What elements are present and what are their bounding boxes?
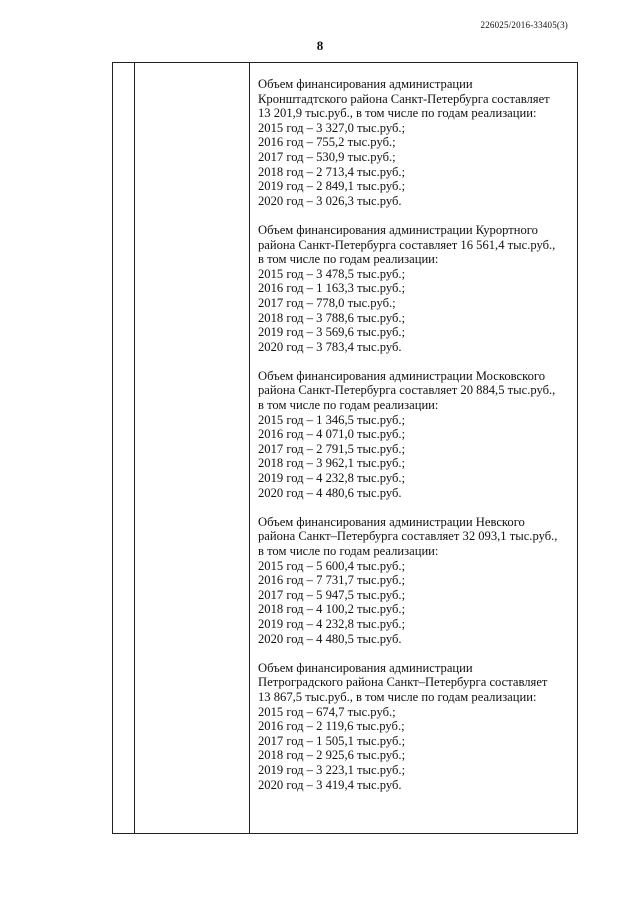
- text-line: в том числе по годам реализации:: [258, 398, 439, 413]
- text-line: 2019 год – 4 232,8 тыс.руб.;: [258, 471, 406, 486]
- text-line: 2016 год – 2 119,6 тыс.руб.;: [258, 719, 405, 734]
- text-line: 2020 год – 3 783,4 тыс.руб.: [258, 339, 402, 354]
- funding-table: [112, 62, 578, 834]
- text-line: 2015 год – 3 327,0 тыс.руб.;: [258, 120, 406, 135]
- text-line: 2016 год – 1 163,3 тыс.руб.;: [258, 281, 406, 296]
- text-line: 2016 год – 7 731,7 тыс.руб.;: [258, 573, 406, 588]
- text-line: 2019 год – 2 849,1 тыс.руб.;: [258, 179, 406, 194]
- funding-block-kurortny: [258, 223, 570, 354]
- text-line: 2019 год – 4 232,8 тыс.руб.;: [258, 616, 406, 631]
- text-line: 2018 год – 3 788,6 тыс.руб.;: [258, 310, 406, 325]
- text-line: Объем финансирования администрации: [258, 660, 473, 675]
- text-line: 2018 год – 3 962,1 тыс.руб.;: [258, 456, 406, 471]
- table-border-left: [112, 63, 113, 833]
- document-id: 226025/2016-33405(3): [480, 20, 568, 30]
- funding-text-cell: [258, 77, 570, 807]
- text-line: Объем финансирования администрации Невского: [258, 514, 525, 529]
- text-line: 2020 год – 3 026,3 тыс.руб.: [258, 193, 402, 208]
- text-line: 2018 год – 2 925,6 тыс.руб.;: [258, 748, 406, 763]
- text-line: 2019 год – 3 569,6 тыс.руб.;: [258, 325, 406, 340]
- funding-block-kronshtadtsky: [258, 77, 570, 208]
- text-line: 13 867,5 тыс.руб., в том числе по годам реализации:: [258, 689, 537, 704]
- table-border-right: [577, 63, 578, 833]
- text-line: района Санкт-Петербурга составляет 20 884,5 тыс.руб.,: [258, 383, 556, 398]
- text-line: 2016 год – 755,2 тыс.руб.;: [258, 135, 396, 150]
- text-line: 2020 год – 4 480,5 тыс.руб.: [258, 631, 402, 646]
- funding-block-moskovsky: [258, 369, 570, 500]
- text-line: 13 201,9 тыс.руб., в том числе по годам реализации:: [258, 106, 537, 121]
- text-line: 2018 год – 4 100,2 тыс.руб.;: [258, 602, 406, 617]
- text-line: 2017 год – 1 505,1 тыс.руб.;: [258, 733, 406, 748]
- text-line: 2019 год – 3 223,1 тыс.руб.;: [258, 762, 406, 777]
- text-line: 2015 год – 1 346,5 тыс.руб.;: [258, 412, 406, 427]
- text-line: 2018 год – 2 713,4 тыс.руб.;: [258, 164, 406, 179]
- text-line: 2017 год – 778,0 тыс.руб.;: [258, 295, 396, 310]
- text-line: 2020 год – 3 419,4 тыс.руб.: [258, 777, 402, 792]
- funding-block-petrogradsky: [258, 661, 570, 792]
- text-line: 2017 год – 5 947,5 тыс.руб.;: [258, 587, 406, 602]
- text-line: в том числе по годам реализации:: [258, 544, 439, 558]
- text-line: района Санкт–Петербурга составляет 32 093,1 тыс.руб.,: [258, 529, 558, 544]
- text-line: 2016 год – 4 071,0 тыс.руб.;: [258, 427, 406, 442]
- text-line: 2015 год – 674,7 тыс.руб.;: [258, 704, 396, 719]
- text-line: 2015 год – 5 600,4 тыс.руб.;: [258, 558, 406, 573]
- text-line: Объем финансирования администрации Курортного: [258, 222, 538, 237]
- text-line: района Санкт-Петербурга составляет 16 561,4 тыс.руб.,: [258, 237, 556, 252]
- funding-block-nevsky: [258, 515, 570, 646]
- text-line: 2015 год – 3 478,5 тыс.руб.;: [258, 266, 406, 281]
- page-number: 8: [316, 38, 324, 53]
- text-line: Объем финансирования администрации Московского: [258, 368, 546, 383]
- column-divider-1: [134, 63, 135, 833]
- text-line: Объем финансирования администрации: [258, 77, 473, 91]
- text-line: Кронштадтского района Санкт-Петербурга составляет: [258, 91, 550, 106]
- text-line: 2020 год – 4 480,6 тыс.руб.: [258, 485, 402, 500]
- text-line: в том числе по годам реализации:: [258, 252, 439, 267]
- text-line: 2017 год – 530,9 тыс.руб.;: [258, 149, 396, 164]
- text-line: 2017 год – 2 791,5 тыс.руб.;: [258, 441, 406, 456]
- text-line: Петроградского района Санкт–Петербурга составляет: [258, 675, 548, 690]
- column-divider-2: [249, 63, 250, 833]
